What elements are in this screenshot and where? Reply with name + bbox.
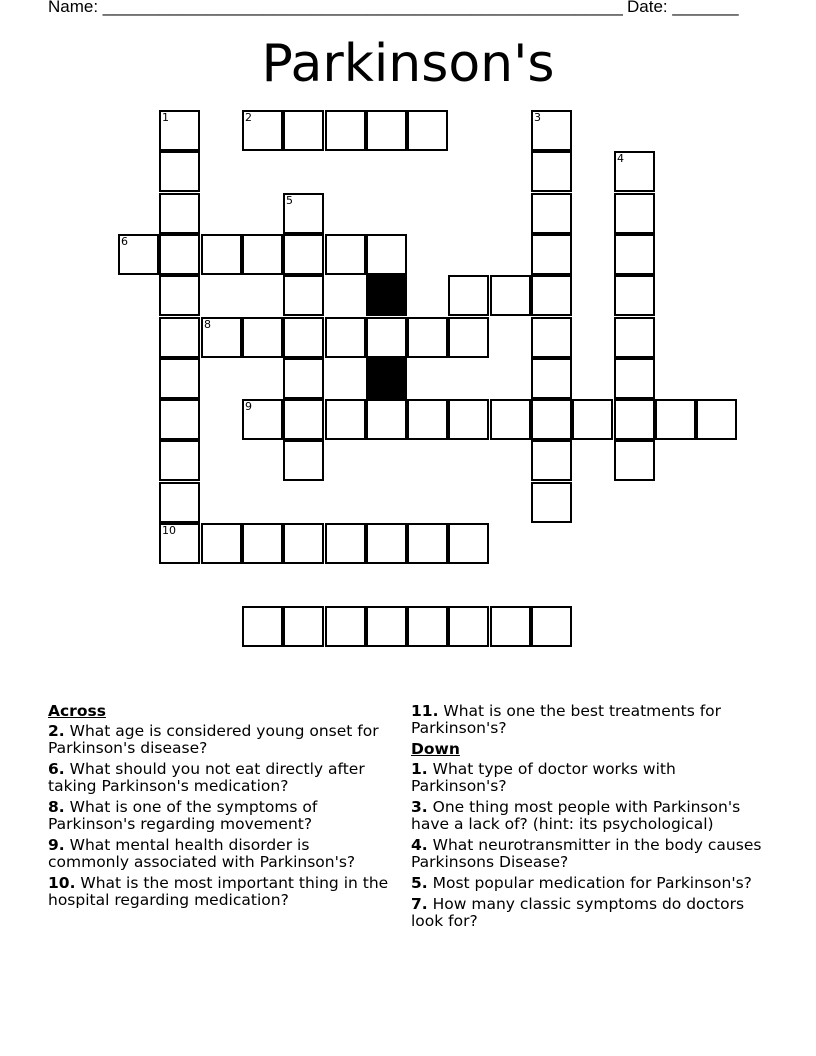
grid-cell[interactable] bbox=[531, 275, 572, 316]
grid-cell[interactable] bbox=[283, 399, 324, 440]
clue-number: 1. bbox=[411, 760, 428, 778]
clue-number: 2. bbox=[48, 722, 65, 740]
grid-cell[interactable] bbox=[283, 110, 324, 151]
grid-cell[interactable] bbox=[366, 110, 407, 151]
clue-across-8 bbox=[48, 799, 393, 833]
grid-cell[interactable] bbox=[531, 440, 572, 481]
clue-number-label: 8 bbox=[204, 318, 211, 331]
grid-cell[interactable] bbox=[407, 523, 448, 564]
grid-cell[interactable] bbox=[325, 317, 366, 358]
grid-cell[interactable] bbox=[366, 523, 407, 564]
clue-across-6 bbox=[48, 761, 393, 795]
grid-cell[interactable] bbox=[325, 606, 366, 647]
grid-cell[interactable] bbox=[490, 399, 531, 440]
grid-cell[interactable] bbox=[531, 193, 572, 234]
name-field[interactable]: Name: _______________________________________________________ bbox=[48, 0, 623, 16]
clue-number: 3. bbox=[411, 798, 428, 816]
grid-cell[interactable] bbox=[531, 234, 572, 275]
grid-cell[interactable] bbox=[159, 151, 200, 192]
clue-number-label: 6 bbox=[121, 235, 128, 248]
grid-cell[interactable] bbox=[242, 523, 283, 564]
grid-cell[interactable] bbox=[159, 193, 200, 234]
grid-cell[interactable] bbox=[242, 317, 283, 358]
clue-number-label: 10 bbox=[162, 524, 176, 537]
clue-number: 8. bbox=[48, 798, 65, 816]
grid-cell[interactable] bbox=[614, 358, 655, 399]
grid-cell[interactable] bbox=[242, 399, 283, 440]
grid-cell[interactable] bbox=[283, 234, 324, 275]
grid-cell[interactable] bbox=[407, 317, 448, 358]
clue-text: What mental health disorder is commonly associated with Parkinson's? bbox=[48, 836, 356, 871]
grid-cell[interactable] bbox=[531, 606, 572, 647]
grid-cell[interactable] bbox=[283, 193, 324, 234]
grid-cell[interactable] bbox=[448, 317, 489, 358]
grid-cell[interactable] bbox=[407, 399, 448, 440]
grid-cell[interactable] bbox=[531, 482, 572, 523]
grid-cell[interactable] bbox=[159, 275, 200, 316]
clue-text: What should you not eat directly after taking Parkinson's medication? bbox=[48, 760, 365, 795]
clue-number-label: 4 bbox=[617, 152, 624, 165]
grid-cell[interactable] bbox=[159, 399, 200, 440]
clue-across-10 bbox=[48, 875, 393, 909]
grid-cell[interactable] bbox=[325, 110, 366, 151]
grid-cell[interactable] bbox=[283, 317, 324, 358]
grid-cell[interactable] bbox=[366, 399, 407, 440]
grid-cell[interactable] bbox=[283, 440, 324, 481]
clue-text: What is one of the symptoms of Parkinson's regarding movement? bbox=[48, 798, 318, 833]
grid-cell[interactable] bbox=[159, 234, 200, 275]
grid-cell[interactable] bbox=[201, 523, 242, 564]
grid-cell[interactable] bbox=[572, 399, 613, 440]
clues-left-column bbox=[48, 703, 393, 913]
clue-number: 10. bbox=[48, 874, 76, 892]
grid-cell[interactable] bbox=[407, 606, 448, 647]
clue-text: Most popular medication for Parkinson's? bbox=[432, 874, 752, 892]
clue-text: One thing most people with Parkinson's have a lack of? (hint: its psychological) bbox=[411, 798, 741, 833]
grid-cell[interactable] bbox=[531, 317, 572, 358]
grid-cell[interactable] bbox=[201, 317, 242, 358]
grid-cell[interactable] bbox=[283, 275, 324, 316]
grid-cell[interactable] bbox=[159, 358, 200, 399]
clues-right-column bbox=[411, 703, 771, 934]
grid-cell[interactable] bbox=[325, 523, 366, 564]
grid-cell[interactable] bbox=[614, 399, 655, 440]
grid-cell[interactable] bbox=[325, 234, 366, 275]
clue-text: What neurotransmitter in the body causes Parkinsons Disease? bbox=[411, 836, 762, 871]
grid-cell[interactable] bbox=[159, 317, 200, 358]
clue-number-label: 9 bbox=[245, 400, 252, 413]
grid-cell[interactable] bbox=[283, 606, 324, 647]
grid-cell[interactable] bbox=[531, 151, 572, 192]
grid-cell[interactable] bbox=[531, 358, 572, 399]
clue-text: How many classic symptoms do doctors look for? bbox=[411, 895, 745, 930]
grid-cell[interactable] bbox=[531, 399, 572, 440]
clue-text: What is one the best treatments for Parkinson's? bbox=[411, 702, 722, 737]
grid-cell[interactable] bbox=[614, 317, 655, 358]
clue-down-1 bbox=[411, 761, 771, 795]
clue-number: 6. bbox=[48, 760, 65, 778]
grid-cell[interactable] bbox=[283, 523, 324, 564]
clue-down-4 bbox=[411, 837, 771, 871]
grid-cell[interactable] bbox=[366, 234, 407, 275]
grid-cell[interactable] bbox=[490, 275, 531, 316]
grid-cell[interactable] bbox=[159, 440, 200, 481]
clue-across-2 bbox=[48, 723, 393, 757]
clue-number: 11. bbox=[411, 702, 439, 720]
grid-cell[interactable] bbox=[242, 234, 283, 275]
across-heading: Across bbox=[48, 702, 106, 720]
clue-number: 7. bbox=[411, 895, 428, 913]
grid-cell[interactable] bbox=[283, 358, 324, 399]
grid-cell[interactable] bbox=[614, 440, 655, 481]
puzzle-title: Parkinson's bbox=[261, 34, 555, 94]
grid-cell[interactable] bbox=[407, 110, 448, 151]
grid-cell[interactable] bbox=[325, 399, 366, 440]
grid-cell[interactable] bbox=[696, 399, 737, 440]
grid-cell[interactable] bbox=[614, 193, 655, 234]
grid-cell[interactable] bbox=[159, 523, 200, 564]
down-heading: Down bbox=[411, 740, 460, 758]
grid-cell[interactable] bbox=[159, 482, 200, 523]
grid-cell[interactable] bbox=[448, 606, 489, 647]
clue-across-9 bbox=[48, 837, 393, 871]
clue-down-5 bbox=[411, 875, 771, 892]
grid-cell[interactable] bbox=[201, 234, 242, 275]
grid-cell[interactable] bbox=[242, 606, 283, 647]
clue-number-label: 5 bbox=[286, 194, 293, 207]
clue-text: What age is considered young onset for Parkinson's disease? bbox=[48, 722, 379, 757]
clue-number-label: 1 bbox=[162, 111, 169, 124]
grid-cell[interactable] bbox=[366, 606, 407, 647]
clue-number-label: 3 bbox=[534, 111, 541, 124]
clue-down-3 bbox=[411, 799, 771, 833]
clue-across-11 bbox=[411, 703, 771, 737]
grid-cell[interactable] bbox=[531, 110, 572, 151]
grid-cell[interactable] bbox=[242, 110, 283, 151]
grid-cell[interactable] bbox=[159, 110, 200, 151]
grid-cell[interactable] bbox=[614, 275, 655, 316]
black-square bbox=[366, 275, 407, 316]
clue-text: What type of doctor works with Parkinson's? bbox=[411, 760, 676, 795]
grid-cell[interactable] bbox=[448, 399, 489, 440]
clue-number: 4. bbox=[411, 836, 428, 854]
black-square bbox=[366, 358, 407, 399]
grid-cell[interactable] bbox=[614, 234, 655, 275]
grid-cell[interactable] bbox=[366, 317, 407, 358]
clue-number-label: 2 bbox=[245, 111, 252, 124]
clue-number: 9. bbox=[48, 836, 65, 854]
grid-cell[interactable] bbox=[118, 234, 159, 275]
clue-number: 5. bbox=[411, 874, 428, 892]
grid-cell[interactable] bbox=[448, 275, 489, 316]
grid-cell[interactable] bbox=[448, 523, 489, 564]
clue-text: What is the most important thing in the hospital regarding medication? bbox=[48, 874, 389, 909]
grid-cell[interactable] bbox=[614, 151, 655, 192]
clue-down-7 bbox=[411, 896, 771, 930]
date-field[interactable]: Date: _______ bbox=[627, 0, 739, 16]
grid-cell[interactable] bbox=[490, 606, 531, 647]
grid-cell[interactable] bbox=[655, 399, 696, 440]
